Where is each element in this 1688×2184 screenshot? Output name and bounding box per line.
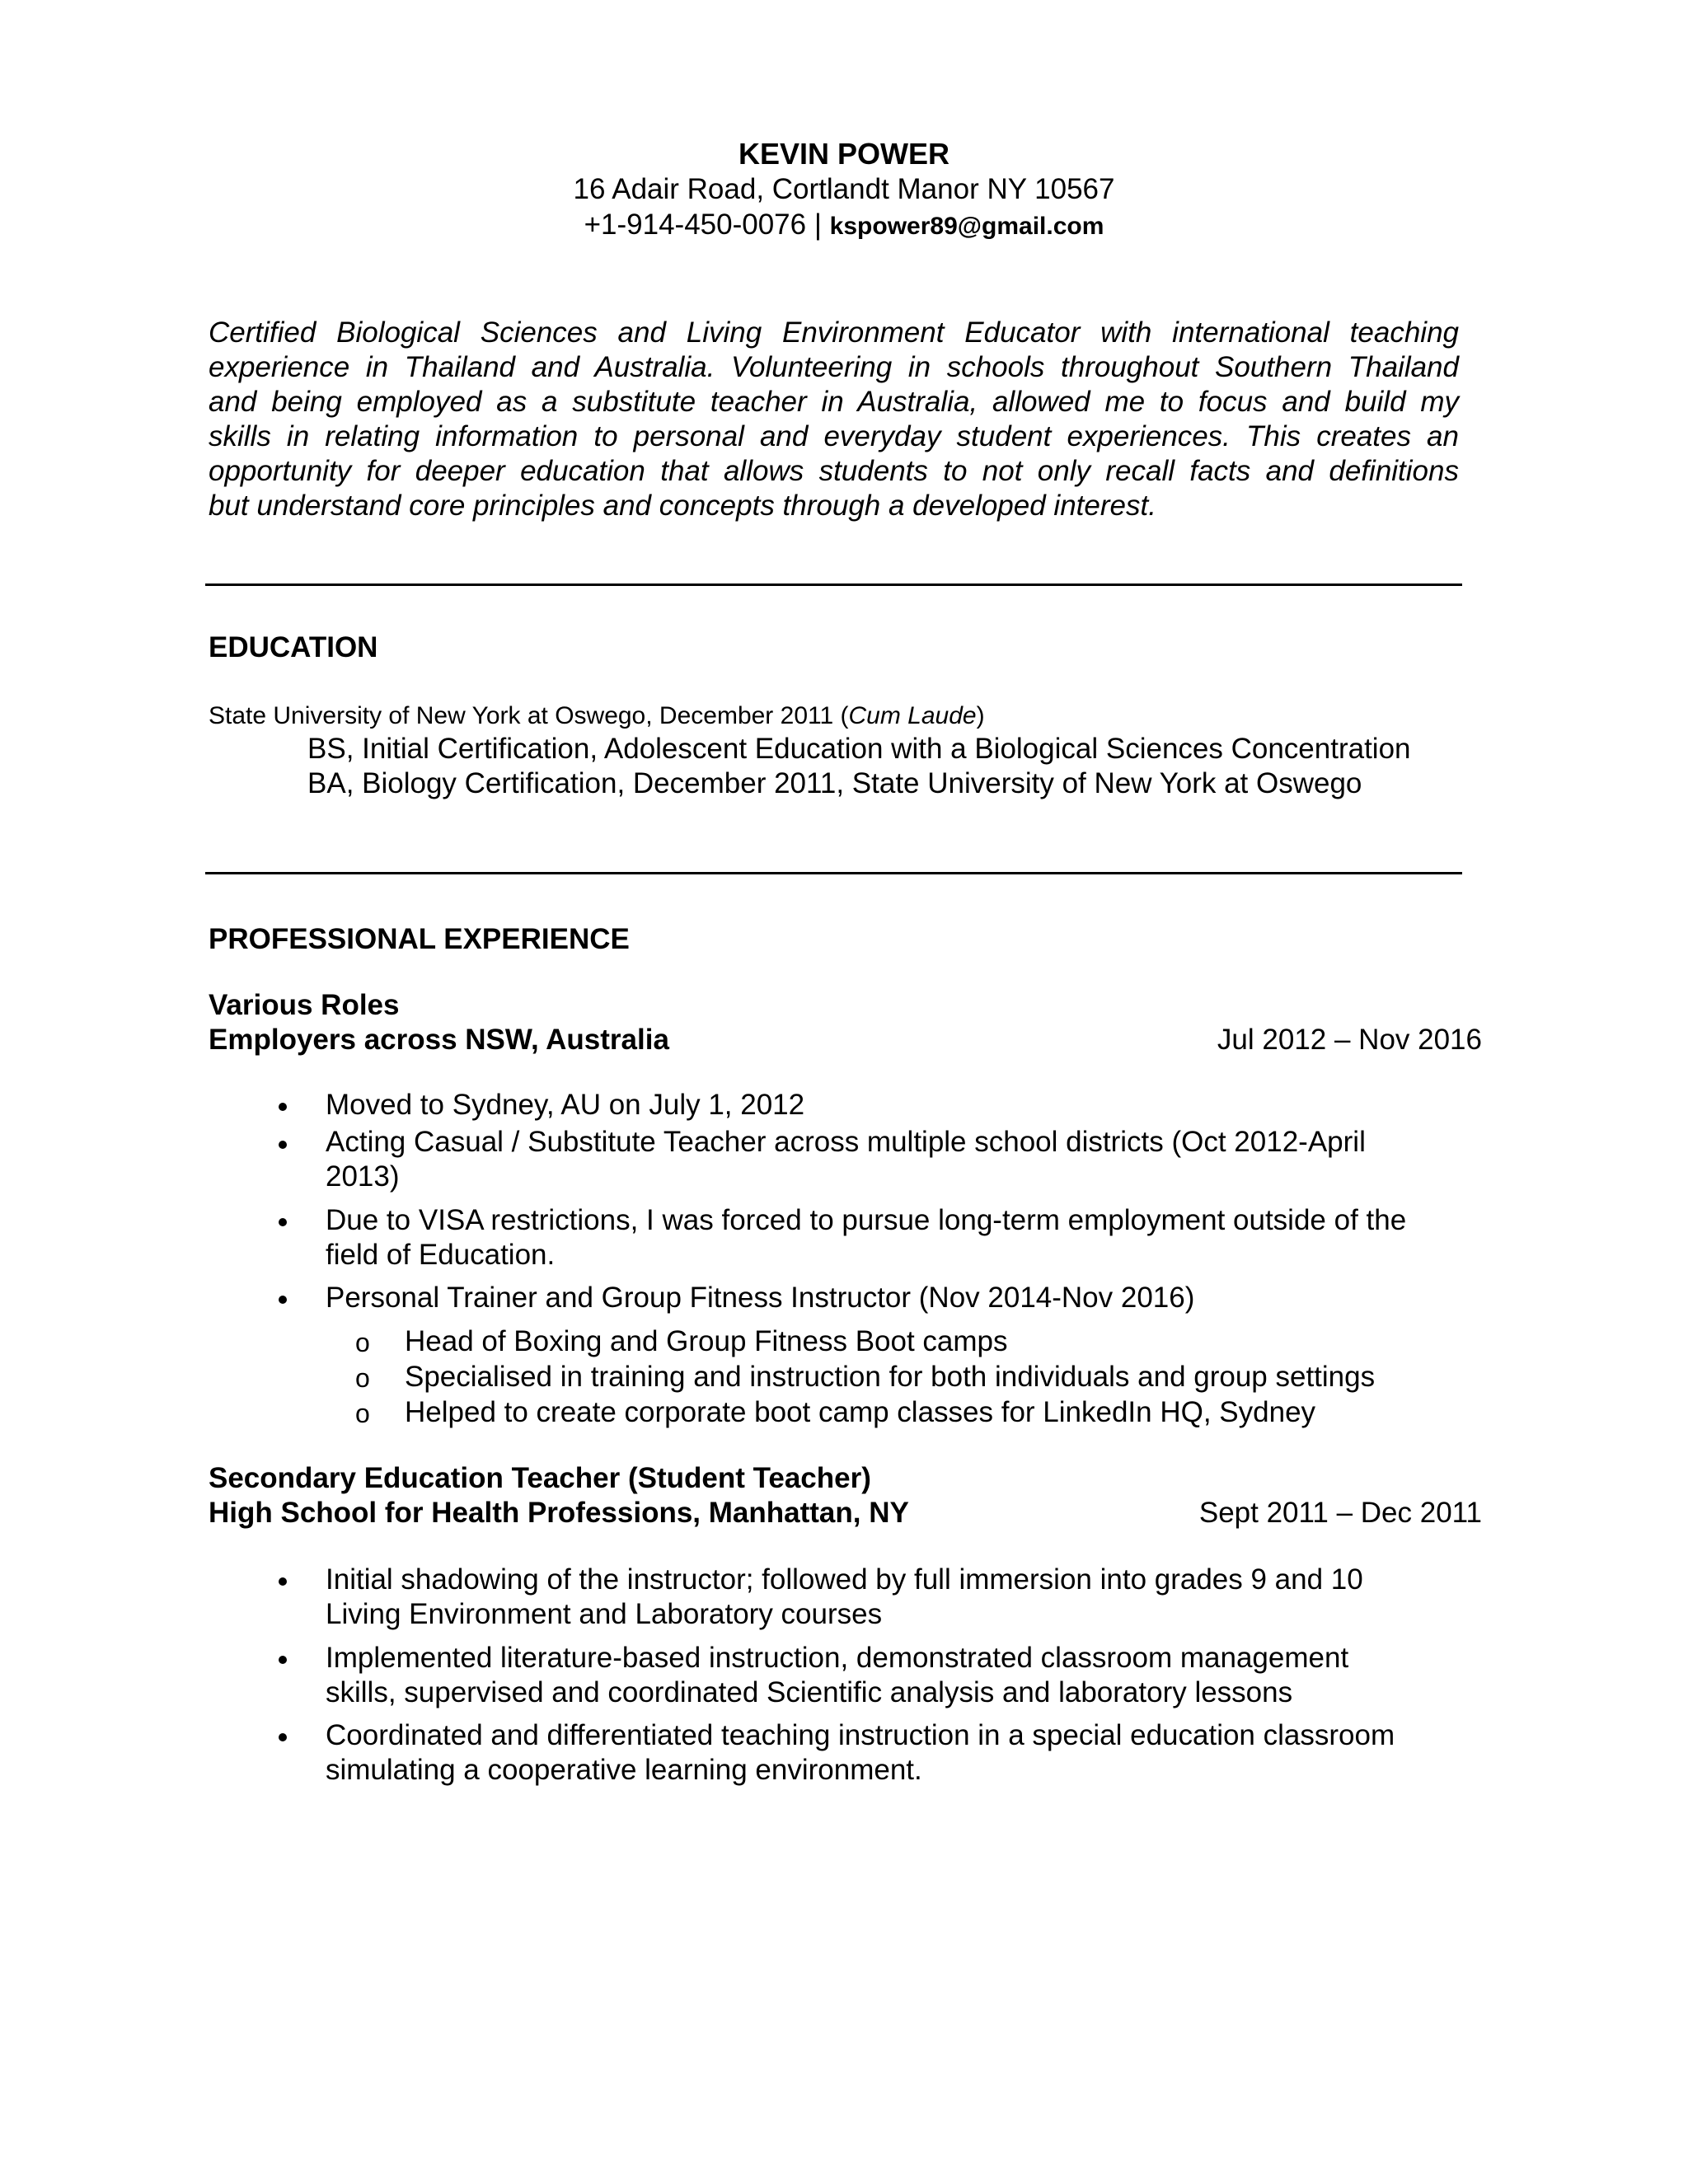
divider: [205, 872, 1462, 874]
bullet-text: skills, supervised and coordinated Scientific analysis and laboratory lessons: [326, 1676, 1293, 1708]
bullet-icon: [279, 1296, 287, 1304]
summary-line: and being employed as a substitute teacher in Australia, allowed me to focus and build my: [209, 386, 1459, 418]
summary-line: but understand core principles and concepts through a developed interest.: [209, 490, 1156, 522]
experience-heading: PROFESSIONAL EXPERIENCE: [209, 923, 630, 955]
address: 16 Adair Road, Cortlandt Manor NY 10567: [573, 173, 1115, 205]
bullet-text: Living Environment and Laboratory courses: [326, 1598, 883, 1630]
summary-line: skills in relating information to personal and everyday student experiences. This creates an: [209, 420, 1459, 452]
sub-bullet-text: Specialised in training and instruction for both individuals and group settings: [405, 1361, 1376, 1393]
bullet-text: simulating a cooperative learning environment.: [326, 1754, 922, 1786]
summary-line: experience in Thailand and Australia. Volunteering in schools throughout Southern Thailand: [209, 351, 1459, 383]
job-employer: High School for Health Professions, Manhattan, NY: [209, 1497, 909, 1529]
bullet-icon: [279, 1103, 287, 1111]
bullet-icon: [279, 1577, 287, 1586]
job-employer: Employers across NSW, Australia: [209, 1024, 669, 1056]
honors: Cum Laude: [848, 702, 977, 729]
school-line: State University of New York at Oswego, December 2011 (Cum Laude): [209, 702, 985, 729]
sub-bullet-text: Head of Boxing and Group Fitness Boot camps: [405, 1325, 1008, 1357]
divider: [205, 583, 1462, 586]
bullet-icon: [279, 1733, 287, 1741]
candidate-name: KEVIN POWER: [738, 137, 950, 171]
bullet-text: Due to VISA restrictions, I was forced to pursue long-term employment outside of the: [326, 1204, 1407, 1236]
summary-line: Certified Biological Sciences and Living Environment Educator with international teaching: [209, 316, 1459, 349]
summary-line: opportunity for deeper education that allows students to not only recall facts and definitions: [209, 455, 1459, 487]
sub-bullet-text: Helped to create corporate boot camp classes for LinkedIn HQ, Sydney: [405, 1396, 1316, 1428]
summary: [209, 316, 1459, 523]
bullet-text: Acting Casual / Substitute Teacher across multiple school districts (Oct 2012-April: [326, 1126, 1366, 1158]
bullet-text: Implemented literature-based instruction, demonstrated classroom management: [326, 1642, 1349, 1674]
bullet-icon: [279, 1656, 287, 1664]
job-dates: Sept 2011 – Dec 2011: [1198, 1497, 1482, 1529]
bullet-text: Coordinated and differentiated teaching instruction in a special education classroom: [326, 1719, 1395, 1751]
contact-line: [0, 209, 1688, 241]
bullet-text: field of Education.: [326, 1239, 556, 1271]
job-dates: Jul 2012 – Nov 2016: [1217, 1024, 1482, 1056]
degree-line: BS, Initial Certification, Adolescent Education with a Biological Sciences Concentration: [307, 733, 1411, 765]
job-title: Secondary Education Teacher (Student Teacher): [209, 1462, 871, 1494]
degree-line: BA, Biology Certification, December 2011, State University of New York at Oswego: [307, 767, 1362, 799]
bullet-text: 2013): [326, 1160, 400, 1193]
education-heading: EDUCATION: [209, 631, 378, 663]
email: kspower89@gmail.com: [829, 213, 1104, 240]
sub-bullet-icon: o: [355, 1399, 370, 1428]
job-title: Various Roles: [209, 989, 400, 1021]
phone: +1-914-450-0076 |: [584, 209, 830, 241]
bullet-text: Initial shadowing of the instructor; followed by full immersion into grades 9 and 10: [326, 1563, 1363, 1596]
bullet-text: Personal Trainer and Group Fitness Instructor (Nov 2014-Nov 2016): [326, 1282, 1195, 1314]
sub-bullet-icon: o: [355, 1363, 370, 1393]
bullet-icon: [279, 1218, 287, 1226]
bullet-text: Moved to Sydney, AU on July 1, 2012: [326, 1089, 805, 1121]
sub-bullet-icon: o: [355, 1328, 370, 1357]
bullet-icon: [279, 1141, 287, 1149]
